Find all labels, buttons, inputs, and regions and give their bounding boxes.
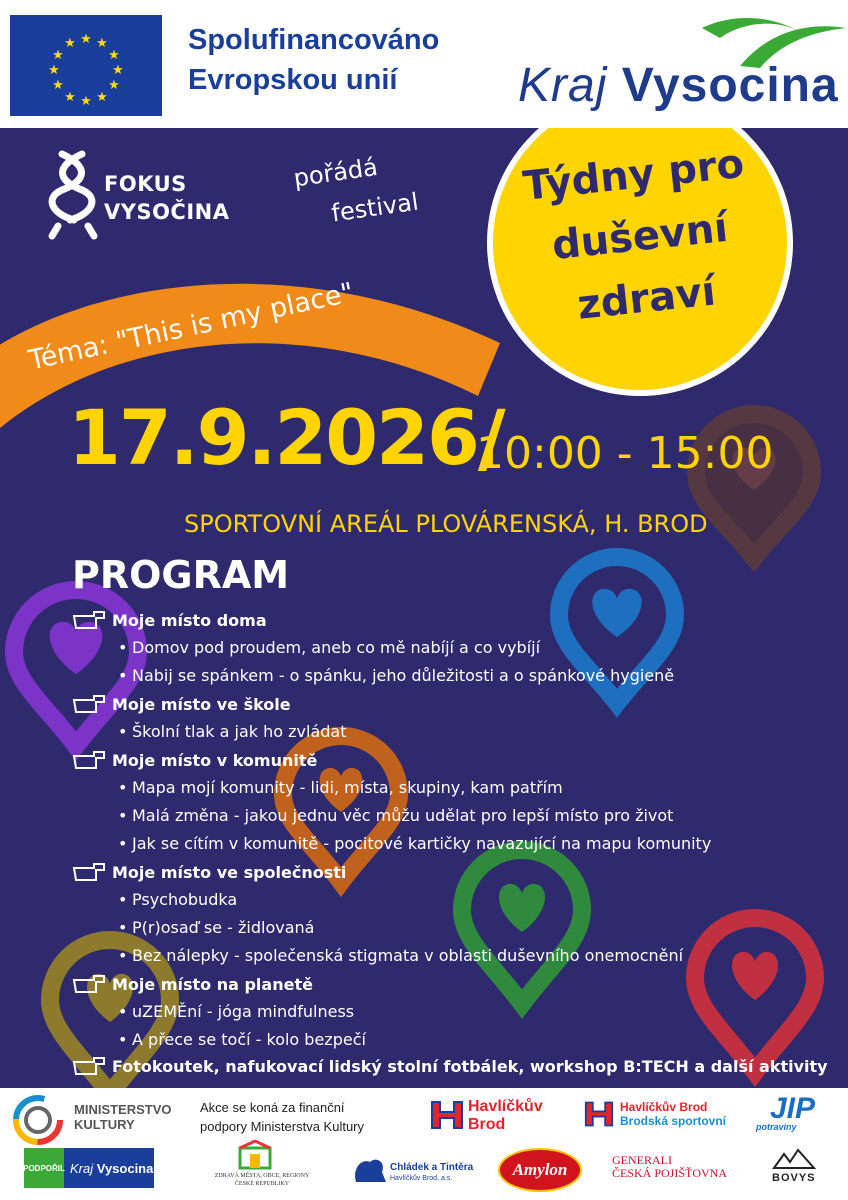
- festival-title-line3: zdraví: [575, 268, 718, 329]
- program-section-title: Moje místo ve společnosti: [112, 862, 347, 882]
- theme-label: Téma: "This is my place": [26, 277, 357, 377]
- bovys-name: BOVYS: [772, 1172, 816, 1184]
- program-section-home: [72, 610, 267, 630]
- eu-cofinanced-line1: Spolufinancováno: [188, 24, 440, 56]
- program-section-title: Moje místo na planetě: [112, 974, 313, 994]
- vysocina-word: Vysocina: [621, 59, 839, 112]
- chladek-line2: Havlíčkův Brod, a.s.: [390, 1175, 453, 1182]
- chladek-line1: Chládek a Tintěra: [390, 1162, 474, 1173]
- festival-title: [511, 132, 769, 342]
- program-section-title: Fotokoutek, nafukovací lidský stolní fotbálek, workshop B:TECH a další aktivity: [112, 1056, 828, 1076]
- pointing-hand-icon: [72, 862, 106, 882]
- program-section-extra: [72, 1056, 828, 1076]
- generali-line1: GENERALI: [612, 1153, 672, 1167]
- ministry-culture-logo-icon: [12, 1094, 64, 1150]
- program-item: • Psychobudka: [132, 890, 237, 909]
- zdrava-line1: ZDRAVÁ MĚSTA, OBCE, REGIONY: [214, 1173, 310, 1179]
- program-item: • Školní tlak a jak ho zvládat: [132, 722, 347, 741]
- svg-text:★: ★: [64, 90, 76, 105]
- program-section-planet: [72, 974, 313, 994]
- healthy-cities-name: [212, 1172, 312, 1188]
- ministry-line1: MINISTERSTVO: [74, 1102, 172, 1117]
- eu-flag-icon: [10, 15, 162, 116]
- pointing-hand-icon: [72, 610, 106, 630]
- pointing-hand-icon: [72, 974, 106, 994]
- sponsors-footer: [0, 1088, 848, 1200]
- program-item: • uZEMĚní - jóga mindfulness: [132, 1002, 354, 1021]
- bovys-logo-icon: [772, 1148, 816, 1174]
- support-line1: Akce se koná za finanční: [200, 1100, 345, 1115]
- podporil-kraj-badge: [24, 1148, 154, 1188]
- brodska-sportovni-name: [620, 1100, 726, 1128]
- svg-text:★: ★: [108, 78, 120, 93]
- chladek-tintera-logo-icon: [352, 1154, 388, 1188]
- program-title: PROGRAM: [72, 553, 290, 597]
- ministry-culture-name: [74, 1102, 172, 1132]
- svg-text:★: ★: [96, 90, 108, 105]
- pointing-hand-icon: [72, 694, 106, 714]
- pointing-hand-icon: [72, 750, 106, 770]
- svg-text:★: ★: [64, 36, 76, 51]
- program-section-society: [72, 862, 346, 882]
- ministry-line2: KULTURY: [74, 1117, 135, 1132]
- festival-title-line2: duševní: [549, 204, 731, 270]
- hbs-line2: Brodská sportovní: [620, 1114, 727, 1128]
- havlickuv-brod-logo-icon: [430, 1100, 464, 1134]
- program-section-title: Moje místo doma: [112, 610, 267, 630]
- program-section-school: [72, 694, 291, 714]
- ministry-support-note: [200, 1098, 364, 1136]
- svg-text:★: ★: [52, 78, 64, 93]
- festival-word: festival: [329, 187, 421, 228]
- program-item: • Jak se cítím v komunitě - pocitové kartičky navazující na mapu komunity: [132, 834, 711, 853]
- porada-word: pořádá: [291, 152, 380, 193]
- generali-line2: ČESKÁ POJIŠŤOVNA: [612, 1166, 728, 1180]
- brodska-sportovni-logo-icon: [584, 1100, 614, 1132]
- support-line2: podpory Ministerstva Kultury: [200, 1119, 365, 1134]
- festival-title-line1: Týdny pro: [520, 140, 747, 210]
- svg-text:★: ★: [80, 94, 92, 109]
- eu-cofinanced-line2: Evropskou unií: [188, 64, 398, 96]
- program-item: • Domov pod proudem, aneb co mě nabíjí a co vybíjí: [132, 638, 540, 657]
- program-item: • Bez nálepky - společenská stigmata v oblasti duševního onemocnění: [132, 946, 683, 965]
- program-section-title: Moje místo v komunitě: [112, 750, 318, 770]
- kraj-vysocina-logo: [518, 58, 839, 113]
- program-section-community: [72, 750, 317, 770]
- fokus-vysocina-logo-icon: [48, 148, 98, 244]
- fokus-line2: VYSOČINA: [104, 200, 230, 224]
- amylon-text: Amylon: [512, 1160, 568, 1179]
- svg-text:★: ★: [108, 48, 120, 63]
- poster-main: [0, 128, 848, 1088]
- jip-logo: JIP: [770, 1092, 816, 1125]
- svg-text:★: ★: [80, 32, 92, 47]
- generali-logo: [612, 1154, 727, 1180]
- kraj-word: Kraj: [518, 59, 608, 112]
- jip-potraviny: potraviny: [756, 1122, 797, 1132]
- podporil-label: PODPOŘIL: [24, 1148, 64, 1188]
- havlickuv-brod-name: [468, 1098, 543, 1134]
- fokus-line1: FOKUS: [104, 172, 187, 196]
- hb-line1: Havlíčkův: [468, 1098, 543, 1115]
- amylon-logo: [498, 1148, 582, 1192]
- program-item: • Nabij se spánkem - o spánku, jeho důležitosti a o spánkové hygieně: [132, 666, 674, 685]
- kraj-small-1: Kraj: [70, 1160, 94, 1176]
- program-item: • A přece se točí - kolo bezpečí: [132, 1030, 366, 1049]
- program-item: • Malá změna - jakou jednu věc můžu udělat pro lepší místo pro život: [132, 806, 673, 825]
- program-section-title: Moje místo ve škole: [112, 694, 291, 714]
- event-venue: SPORTOVNÍ AREÁL PLOVÁRENSKÁ, H. BROD: [184, 510, 708, 538]
- fokus-vysocina-name: [104, 170, 230, 226]
- organizes-festival-text: [291, 142, 421, 238]
- svg-text:★: ★: [96, 36, 108, 51]
- pointing-hand-icon: [72, 1056, 106, 1076]
- healthy-cities-logo-icon: [238, 1140, 272, 1174]
- header-banner: [0, 0, 848, 128]
- kraj-small-2: Vysocina: [96, 1160, 154, 1176]
- hbs-line1: Havlíčkův Brod: [620, 1100, 708, 1114]
- kraj-small-logo: [70, 1161, 153, 1176]
- hb-line2: Brod: [468, 1116, 506, 1133]
- event-date: 17.9.2026/: [68, 393, 504, 482]
- event-time: 10:00 - 15:00: [476, 428, 774, 479]
- svg-text:★: ★: [112, 63, 124, 78]
- program-item: • P(r)osaď se - židlovaná: [132, 918, 314, 937]
- zdrava-line2: ČESKÉ REPUBLIKY: [234, 1181, 290, 1187]
- svg-text:★: ★: [48, 63, 60, 78]
- chladek-tintera-name: [390, 1162, 473, 1184]
- program-item: • Mapa mojí komunity - lidi, místa, skupiny, kam patřím: [132, 778, 563, 797]
- svg-text:★: ★: [52, 48, 64, 63]
